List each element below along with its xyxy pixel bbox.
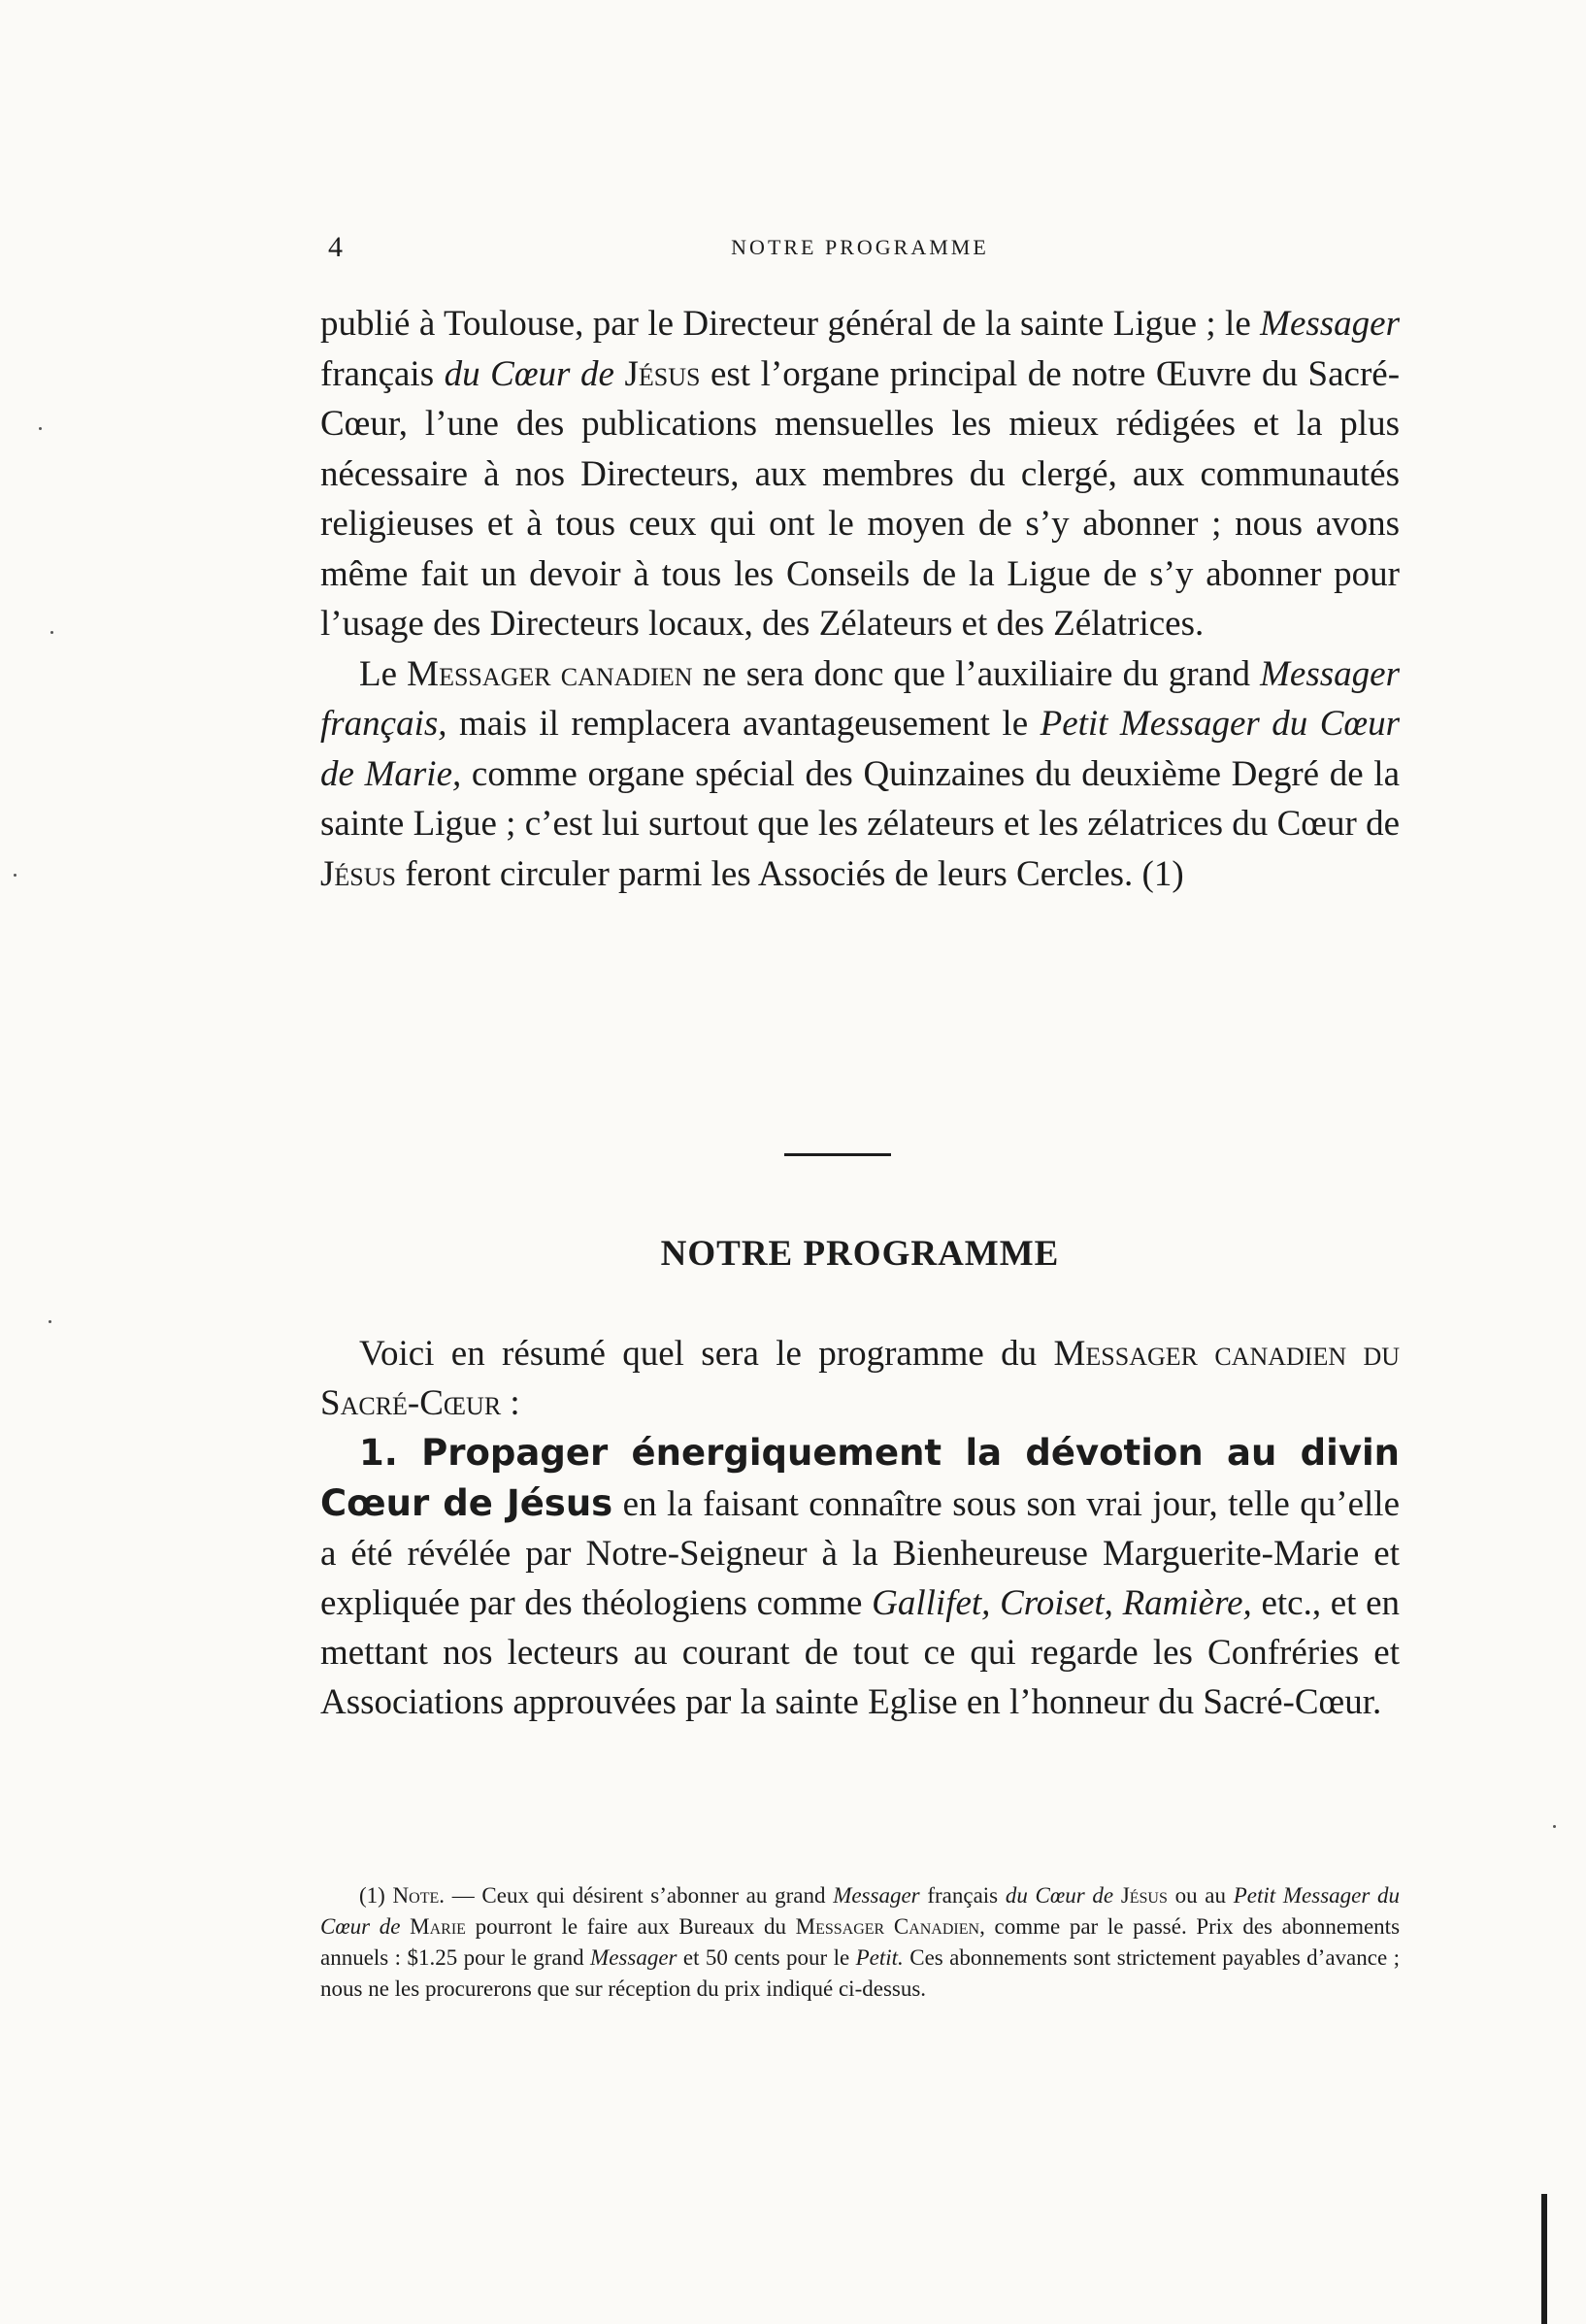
italic-text: Petit.	[855, 1945, 904, 1970]
text: feront circuler parmi les Associés de leurs Cercles. (1)	[395, 853, 1184, 894]
italic-text: Petit Messager du Cœur de Marie,	[320, 704, 1400, 794]
text: — Ceux qui désirent s’abonner au grand	[445, 1883, 834, 1908]
paragraph-1	[320, 299, 1400, 649]
text: comme organe spécial des Quinzaines du deuxième Degré de la sainte Ligue ; c’est lui surtout que les zélateurs et les zélatrices du Cœur de	[320, 753, 1400, 844]
text: :	[501, 1383, 520, 1423]
small-caps-text: Messager Canadien	[795, 1914, 980, 1939]
italic-text: du Cœur de	[1005, 1883, 1114, 1908]
text: Ces abonnements sont strictement payables d’avance ; nous ne les procurerons que sur réception du prix indiqué ci-dessus.	[320, 1945, 1400, 2001]
text	[1113, 1883, 1121, 1908]
text: et 50 cents pour le	[677, 1945, 856, 1970]
bold-heading-text: 1. Propager énergiquement la dévotion au divin Cœur de Jésus	[320, 1432, 1400, 1524]
section-title: NOTRE PROGRAMME	[660, 1234, 1060, 1274]
text: en la faisant connaître sous son vrai jour, telle qu’elle a été révélée par Notre-Seigneur à la Bienheureuse Marguerite-Marie et expliquée par des théologiens comme	[320, 1484, 1400, 1623]
text: ou au	[1167, 1883, 1234, 1908]
italic-text: Messager	[833, 1883, 920, 1908]
running-title: NOTRE PROGRAMME	[731, 235, 989, 259]
section-text	[320, 1329, 1400, 1727]
text: etc., et en mettant nos lecteurs au courant de tout ce qui regarde les Confréries et Associations approuvées par la sainte Eglise en l’honneur du Sacré-Cœur.	[320, 1583, 1400, 1722]
text	[614, 354, 625, 394]
italic-text: Petit Messager du Cœur de	[320, 1883, 1401, 1939]
italic-text: Messager	[590, 1945, 677, 1970]
scan-speck	[39, 427, 42, 430]
scan-speck	[1553, 1825, 1556, 1828]
text: ne sera donc que l’auxiliaire du grand	[692, 653, 1261, 694]
text: français	[320, 353, 445, 394]
body-text	[320, 299, 1400, 899]
italic-text: Gallifet, Croiset, Ramière,	[872, 1583, 1252, 1623]
text: Le	[359, 653, 408, 694]
small-caps-text: Jésus	[624, 353, 701, 394]
page-number: 4	[328, 231, 343, 263]
section-divider	[784, 1153, 891, 1156]
italic-text: du Cœur de	[444, 353, 614, 394]
text: Voici en résumé quel sera le programme du	[359, 1334, 1054, 1374]
italic-text: Messager français,	[320, 653, 1400, 744]
small-caps-text: Note.	[392, 1883, 445, 1908]
small-caps-text: Messager canadien	[407, 653, 693, 694]
page-header	[320, 231, 1400, 270]
scan-edge-artifact	[1541, 2194, 1586, 2324]
scan-speck	[49, 1320, 51, 1323]
text: , comme par le passé. Prix des abonnements annuels : $1.25 pour le grand	[320, 1914, 1401, 1970]
text	[401, 1914, 411, 1939]
text: mais il remplacera avantageusement le	[446, 704, 1041, 744]
small-caps-text: Jésus	[320, 853, 396, 894]
footnote-text	[320, 1880, 1400, 2005]
text: est l’organe principal de notre Œuvre du Sacré-Cœur, l’une des publications mensuelles les mieux rédigées et la plus nécessaire à nos Directeurs, aux membres du clergé, aux communautés religieuses et à tous ceux qui ont le moyen de s’y abonner ; nous avons même fait un devoir à tous les Conseils de la Ligue de s’y abonner pour l’usage des Directeurs locaux, des Zélateurs et des Zélatrices.	[320, 353, 1401, 644]
programme-item-1	[320, 1428, 1400, 1727]
scan-speck	[50, 631, 53, 634]
small-caps-text: Jésus	[1120, 1883, 1168, 1908]
text: publié à Toulouse, par le Directeur général de la sainte Ligue ; le	[320, 304, 1261, 344]
small-caps-text: Marie	[410, 1914, 466, 1939]
text: français	[919, 1883, 1006, 1908]
small-caps-text: Messager canadien du Sacré-Cœur	[320, 1334, 1401, 1423]
text: (1)	[359, 1883, 393, 1908]
scan-speck	[14, 874, 17, 877]
text: pourront le faire aux Bureaux du	[465, 1914, 796, 1939]
italic-text: Messager	[1260, 304, 1400, 344]
paragraph-2	[320, 649, 1400, 900]
footnote	[320, 1880, 1400, 2005]
section-intro	[320, 1329, 1400, 1428]
